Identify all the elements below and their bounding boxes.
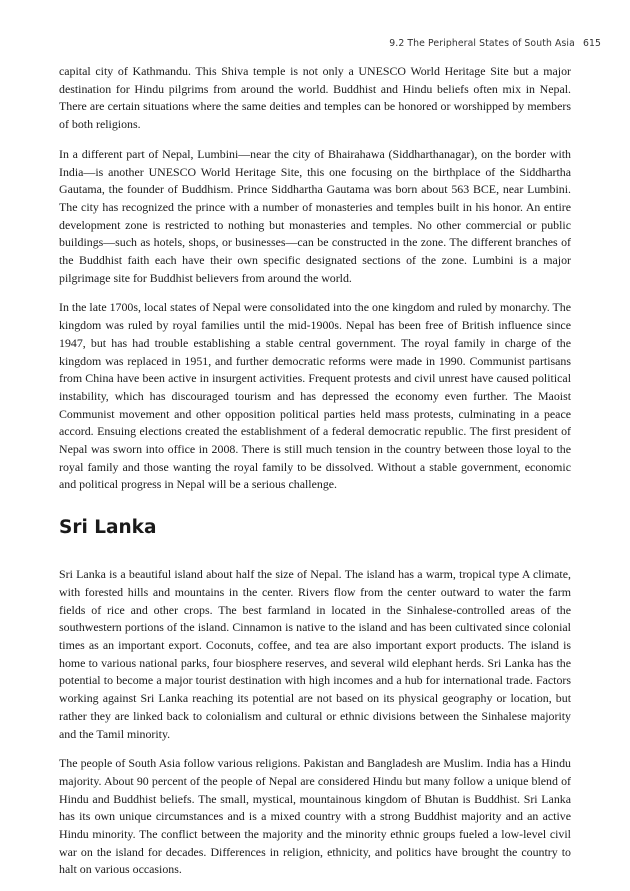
paragraph-sri-lanka-geography: Sri Lanka is a beautiful island about half the size of Nepal. The island has a warm, tropical type A climate, with forested hills and mountains in the center. Rivers flow from the center outward to water the farm fields of rice and other crops. The best farmland in located in the Sinhalese-controlled areas of the southwestern portions of the island. Cinnamon is native to the island and has been cultivated since colonial times as an important export. Coconuts, coffee, and tea are also important export products. The island is home to various national parks, four biosphere reserves, and several wild elephant herds. Sri Lanka has the potential to become a major tourist destination with high incomes and a hub for international trade. Factors working against Sri Lanka reaching its potential are not based on its physical geography or location, but rather they are linked back to colonialism and cultural or ethnic divisions between the Sinhalese majority and the Tamil minority. (59, 567, 571, 741)
paragraph-nepal-history: In the late 1700s, local states of Nepal were consolidated into the one kingdom and ruled by monarchy. The kingdom was ruled by royal families until the mid-1900s. Nepal has been free of British influence since 1947, but has had trouble establishing a stable central government. The royal family in charge of the kingdom was replaced in 1951, and further democratic reforms were made in 1990. Communist partisans from China have been active in insurgent activities. Frequent protests and civil unrest have caused political instability, which has discouraged tourism and has depressed the economy even further. The Maoist Communist movement and other opposition political parties held mass protests, culminating in a peace accord. Ensuing elections created the establishment of a federal democratic republic. The first president of Nepal was sworn into office in 2008. There is still much tension in the country between those loyal to the royal family and those wanting the royal family to be dissolved. Without a stable government, economic and political progress in Nepal will be a serious challenge. (59, 300, 571, 492)
paragraph-lumbini: In a different part of Nepal, Lumbini—near the city of Bhairahawa (Siddharthanagar), on the border with India—is another UNESCO World Heritage Site, this one focusing on the birthplace of the Siddhartha Gautama, the founder of Buddhism. Prince Siddhartha Gautama was born about 563 BCE, near Lumbini. The city has recognized the prince with a number of monasteries and temples built in his honor. An entire development zone is restricted to nothing but monasteries and temples. No other commercial or public buildings—such as hotels, shops, or businesses—can be constructed in the zone. The different branches of the Buddhist faith each have their own specific designated sections of the zone. Lumbini is a major pilgrimage site for Buddhist believers from around the world. (59, 146, 571, 285)
paragraph-south-asia-religions: The people of South Asia follow various religions. Pakistan and Bangladesh are Muslim. India has a Hindu majority. About 90 percent of the people of Nepal are considered Hindu but many follow a unique blend of Hindu and Buddhist beliefs. The small, mystical, mountainous kingdom of Bhutan is Buddhist. Sri Lanka has its own unique circumstances and is a mixed country with a strong Buddhist majority and an active Hindu minority. The conflict between the majority and the minority ethnic groups fueled a low-level civil war on the island for decades. Differences in religion, ethnicity, and politics have brought the country to halt on various occasions. (59, 756, 571, 877)
running-header (389, 38, 601, 49)
body-text (59, 63, 571, 891)
paragraph-kathmandu-temple: capital city of Kathmandu. This Shiva temple is not only a UNESCO World Heritage Site but a major destination for Hindu pilgrims from around the world. Buddhist and Hindu beliefs often mix in Nepal. There are certain situations where the same deities and temples can be honored or worshipped by members of both religions. (59, 64, 571, 132)
page-number: 615 (582, 38, 601, 49)
running-header-section-title: 9.2 The Peripheral States of South Asia (389, 38, 575, 49)
section-heading-sri-lanka: Sri Lanka (59, 517, 157, 539)
